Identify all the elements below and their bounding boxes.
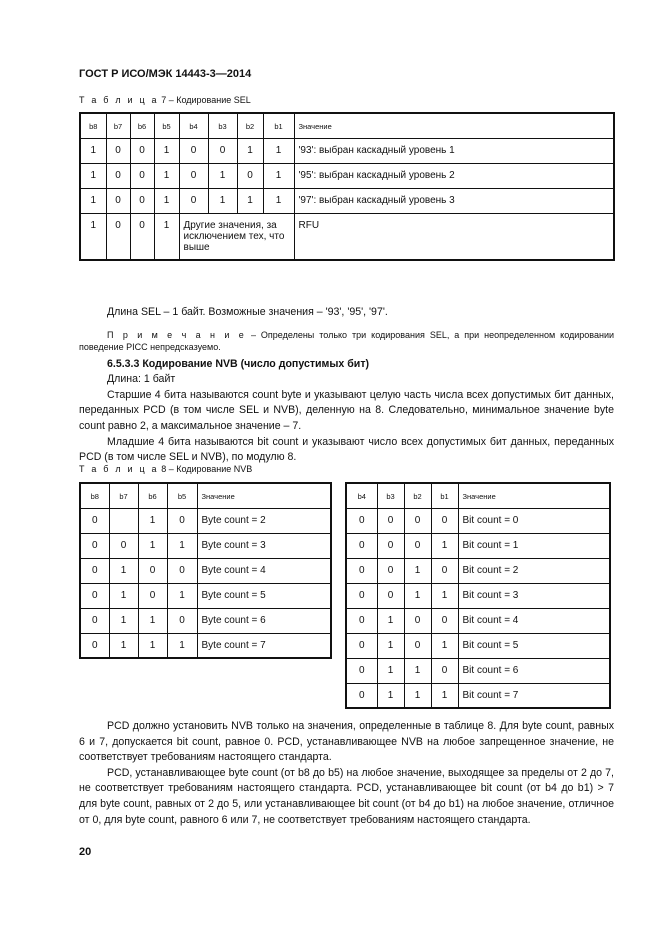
table-row <box>80 163 614 188</box>
table-cell: 0 <box>167 608 197 633</box>
length-text: Длина: 1 байт <box>107 373 176 386</box>
note-word: П р и м е ч а н и е <box>107 329 246 340</box>
table-cell: 1 <box>109 608 138 633</box>
table-cell: 0 <box>130 163 154 188</box>
document-header: ГОСТ Р ИСО/МЭК 14443-3—2014 <box>79 68 252 80</box>
table-cell: 0 <box>404 633 431 658</box>
table-cell: 1 <box>80 163 106 188</box>
table-cell: Другие значения, за исключением тех, что выше <box>179 213 294 260</box>
note <box>79 329 614 353</box>
table-cell: 1 <box>263 163 294 188</box>
table-cell: 1 <box>154 138 179 163</box>
table-cell: Bit count = 0 <box>458 508 610 533</box>
table-row <box>346 608 610 633</box>
column-header: b6 <box>130 113 154 138</box>
table-row <box>80 188 614 213</box>
table-cell: Bit count = 3 <box>458 583 610 608</box>
table-cell: Bit count = 6 <box>458 658 610 683</box>
table8-caption <box>79 464 252 474</box>
table-cell: 0 <box>80 608 109 633</box>
caption-word: Т а б л и ц а <box>79 95 159 105</box>
table-cell: 1 <box>109 558 138 583</box>
table-cell: 0 <box>80 558 109 583</box>
table-byte-count <box>79 482 332 659</box>
table-cell: 0 <box>431 658 458 683</box>
table-row <box>80 633 331 658</box>
column-header: b5 <box>167 483 197 508</box>
table-cell: 0 <box>130 213 154 260</box>
table-cell: 1 <box>237 188 263 213</box>
column-header: b8 <box>80 113 106 138</box>
table-cell: 0 <box>346 508 377 533</box>
table-cell: 0 <box>106 188 130 213</box>
table-cell: 1 <box>138 508 167 533</box>
table-row <box>80 138 614 163</box>
table-cell: 0 <box>130 138 154 163</box>
column-header: b1 <box>431 483 458 508</box>
table-bit-count <box>345 482 611 709</box>
table-cell: 1 <box>377 683 404 708</box>
column-header: b2 <box>237 113 263 138</box>
table-cell: 1 <box>237 138 263 163</box>
table-cell: 0 <box>106 163 130 188</box>
table-cell: 1 <box>154 213 179 260</box>
table-cell: 0 <box>179 163 208 188</box>
table7-caption <box>79 95 251 105</box>
table-cell: 1 <box>167 633 197 658</box>
note-text: – Определены только три кодирования SEL, а при неопределенном кодировании поведение PICC непредсказуемо. <box>79 329 615 352</box>
column-header: b3 <box>377 483 404 508</box>
table-cell: 1 <box>208 188 237 213</box>
table-cell: 1 <box>154 163 179 188</box>
table-cell: '97': выбран каскадный уровень 3 <box>294 188 614 213</box>
table-cell: 1 <box>377 658 404 683</box>
body-text-2 <box>79 719 614 828</box>
table-cell: 0 <box>346 658 377 683</box>
table-cell: 1 <box>431 683 458 708</box>
table-cell: 1 <box>404 683 431 708</box>
paragraph: PCD, устанавливающее byte count (от b8 до b5) на любое значение, выходящее за пределы от 2 до 7, не соответствует требованиям настоящего стандарта. PCD, устанавливающее bit count (от b4 до b1) > 7 для byte count, равных от 2 до 5, или устанавливающее bit count (от b4 до b1) на любое значение, отличное от 0, для byte count, равного 6 или 7, не соответствует требованиям настоящего стандарта. <box>79 766 614 826</box>
table-cell: 1 <box>109 583 138 608</box>
table-cell: 0 <box>431 508 458 533</box>
table-cell: 1 <box>431 533 458 558</box>
table-cell: 1 <box>167 533 197 558</box>
table-cell: 1 <box>377 608 404 633</box>
table-cell: 0 <box>404 533 431 558</box>
table-cell: 0 <box>106 213 130 260</box>
table-row <box>80 558 331 583</box>
table-row <box>346 558 610 583</box>
table-cell: 1 <box>404 658 431 683</box>
table-cell: 0 <box>346 683 377 708</box>
table-row <box>346 658 610 683</box>
table-cell: Byte count = 2 <box>197 508 331 533</box>
column-header: b6 <box>138 483 167 508</box>
table-cell: 0 <box>208 138 237 163</box>
table-cell: 0 <box>106 138 130 163</box>
table-cell: '95': выбран каскадный уровень 2 <box>294 163 614 188</box>
table-cell: 0 <box>377 583 404 608</box>
table-cell: 0 <box>80 583 109 608</box>
table-cell: 1 <box>138 633 167 658</box>
table-cell: RFU <box>294 213 614 260</box>
table-cell: 0 <box>346 558 377 583</box>
page-number: 20 <box>79 846 92 858</box>
table-cell: 0 <box>404 508 431 533</box>
column-header: b2 <box>404 483 431 508</box>
table-cell: 1 <box>404 583 431 608</box>
table-cell: Byte count = 6 <box>197 608 331 633</box>
table-cell: 0 <box>138 583 167 608</box>
table-cell: 0 <box>346 633 377 658</box>
table-cell: Bit count = 2 <box>458 558 610 583</box>
table-cell: 0 <box>377 533 404 558</box>
table-row <box>346 508 610 533</box>
column-header: b3 <box>208 113 237 138</box>
caption-word: Т а б л и ц а <box>79 464 159 474</box>
table-cell <box>109 508 138 533</box>
column-header: Значение <box>197 483 331 508</box>
table-row <box>80 583 331 608</box>
paragraph: PCD должно установить NVB только на значения, определенные в таблице 8. Для byte count, равных 6 и 7, допускается bit count, равное 0. PCD, устанавливающее NVB на любое запрещенное значение, не соответствует требованиям настоящего стандарта. <box>79 720 614 764</box>
table-cell: 0 <box>130 188 154 213</box>
table-cell: Byte count = 4 <box>197 558 331 583</box>
sel-length: Длина SEL – 1 байт. Возможные значения – '93', '95', '97'. <box>107 306 388 318</box>
table-cell: 1 <box>109 633 138 658</box>
table-cell: 0 <box>431 608 458 633</box>
table-cell: Byte count = 3 <box>197 533 331 558</box>
table-cell: 1 <box>154 188 179 213</box>
table-cell: 1 <box>377 633 404 658</box>
table-cell: 1 <box>263 138 294 163</box>
table-cell: 0 <box>346 608 377 633</box>
table-cell: Byte count = 7 <box>197 633 331 658</box>
table-cell: 0 <box>377 558 404 583</box>
table-cell: Bit count = 4 <box>458 608 610 633</box>
table-cell: 1 <box>80 138 106 163</box>
table-row <box>80 213 614 260</box>
table-header-row <box>80 113 614 138</box>
table-cell: 0 <box>167 508 197 533</box>
column-header: Значение <box>458 483 610 508</box>
table-cell: Bit count = 1 <box>458 533 610 558</box>
table-cell: 0 <box>179 138 208 163</box>
table-header-row <box>346 483 610 508</box>
table-cell: 0 <box>346 583 377 608</box>
table-row <box>80 508 331 533</box>
table-cell: 1 <box>263 188 294 213</box>
table-cell: 0 <box>80 633 109 658</box>
column-header: b4 <box>179 113 208 138</box>
table-cell: 0 <box>109 533 138 558</box>
table-cell: 1 <box>431 583 458 608</box>
table-cell: Bit count = 7 <box>458 683 610 708</box>
table-header-row <box>80 483 331 508</box>
table-cell: 0 <box>431 558 458 583</box>
table-cell: Bit count = 5 <box>458 633 610 658</box>
table-cell: 1 <box>431 633 458 658</box>
column-header: b1 <box>263 113 294 138</box>
table-cell: 1 <box>80 213 106 260</box>
column-header: b5 <box>154 113 179 138</box>
table-cell: 1 <box>80 188 106 213</box>
table-cell: 0 <box>138 558 167 583</box>
table-cell: 0 <box>80 508 109 533</box>
paragraph: Младшие 4 бита называются bit count и указывают число всех допустимых бит данных, переданных PCD (в том числе SEL и NVB), по модулю 8. <box>79 435 614 464</box>
table-row <box>80 533 331 558</box>
section-heading: 6.5.3.3 Кодирование NVB (число допустимых бит) <box>107 357 370 370</box>
column-header: b7 <box>106 113 130 138</box>
table-cell: 0 <box>179 188 208 213</box>
table-row <box>80 608 331 633</box>
table-cell: 0 <box>377 508 404 533</box>
table-cell: 0 <box>404 608 431 633</box>
body-text-1 <box>79 305 614 466</box>
table-row <box>346 633 610 658</box>
table-cell: 1 <box>404 558 431 583</box>
table-sel-coding <box>79 112 615 261</box>
column-header: b7 <box>109 483 138 508</box>
table-cell: 1 <box>167 583 197 608</box>
table-row <box>346 533 610 558</box>
table-cell: 0 <box>237 163 263 188</box>
table-cell: 0 <box>346 533 377 558</box>
column-header: b8 <box>80 483 109 508</box>
caption-text: 7 – Кодирование SEL <box>158 95 251 105</box>
table-cell: 1 <box>208 163 237 188</box>
caption-text: 8 – Кодирование NVB <box>158 464 253 474</box>
column-header: b4 <box>346 483 377 508</box>
table-cell: 0 <box>80 533 109 558</box>
table-cell: 1 <box>138 533 167 558</box>
paragraph: Старшие 4 бита называются count byte и указывают целую часть числа всех допустимых бит данных, переданных PCD (в том числе SEL и NVB), деленную на 8. Следовательно, минимальное значение byte count равно 2, а максимальное значение – 7. <box>79 388 614 432</box>
table-row <box>346 683 610 708</box>
table-cell: '93': выбран каскадный уровень 1 <box>294 138 614 163</box>
table-cell: Byte count = 5 <box>197 583 331 608</box>
table-row <box>346 583 610 608</box>
table-cell: 0 <box>167 558 197 583</box>
column-header: Значение <box>294 113 614 138</box>
table-cell: 1 <box>138 608 167 633</box>
